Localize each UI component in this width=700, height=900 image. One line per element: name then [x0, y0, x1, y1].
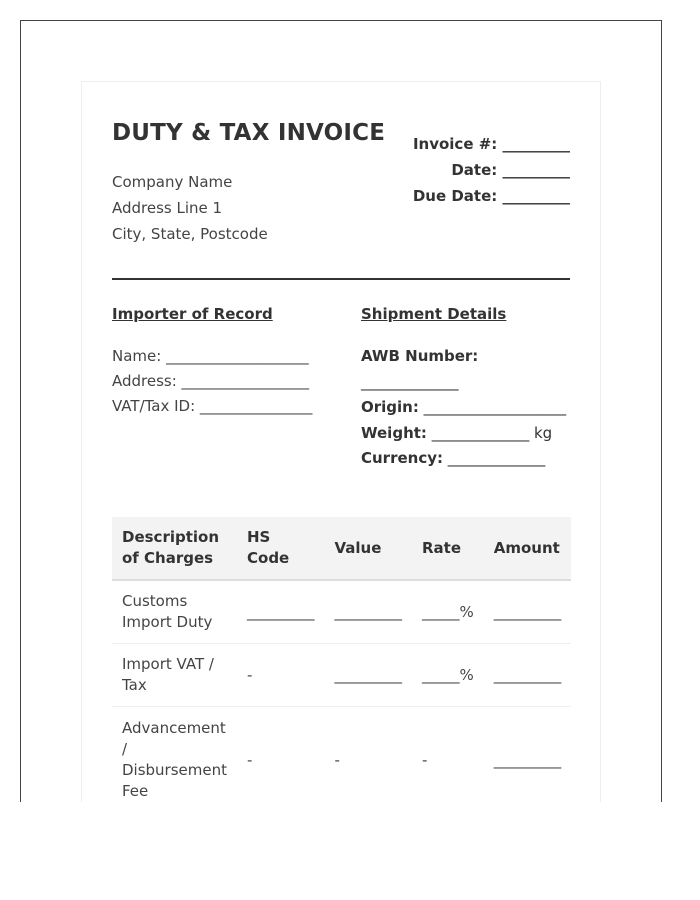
charges-table [112, 517, 571, 802]
invoice-title: DUTY & TAX INVOICE [112, 120, 386, 146]
header-description [112, 517, 237, 580]
header-amount: Amount [484, 517, 572, 580]
row-hs-code: _________ [237, 580, 325, 644]
importer-address-field: Address: _________________ [112, 372, 310, 390]
company-address-line-1: Address Line 1 [112, 199, 223, 217]
weight-field [361, 421, 576, 447]
row-amount: _________ [493, 750, 562, 769]
header-description-line-1: Description [122, 528, 220, 546]
invoice-sheet [81, 81, 601, 802]
weight-blank: _____________ kg [431, 423, 553, 442]
page-frame [20, 20, 662, 802]
currency-blank: _____________ [447, 449, 546, 467]
row-description-line: Tax [122, 676, 147, 694]
origin-blank: ___________________ [423, 398, 567, 416]
row-description-line: / [122, 740, 128, 758]
origin-label: Origin: [361, 398, 419, 416]
awb-number-blank: _____________ [361, 372, 459, 391]
weight-label: Weight: [361, 423, 427, 442]
row-amount: _________ [484, 644, 572, 707]
header-hs-code: HS Code [237, 517, 325, 580]
origin-field [361, 395, 576, 421]
row-description [112, 644, 237, 707]
header-rate: Rate [412, 517, 484, 580]
table-row [112, 707, 571, 803]
shipment-heading: Shipment Details [361, 305, 507, 323]
header-description-line-2: of Charges [122, 549, 214, 567]
importer-name-field: Name: ___________________ [112, 347, 309, 365]
company-block [112, 169, 268, 247]
table-header-row [112, 517, 571, 580]
header-value: Value [325, 517, 413, 580]
row-hs-code: - [237, 644, 325, 707]
row-amount: _________ [484, 580, 572, 644]
invoice-due-date-field: Due Date: _________ [412, 187, 570, 205]
row-description-line: Import Duty [122, 613, 213, 631]
company-name: Company Name [112, 173, 233, 191]
row-description-line: Fee [122, 782, 149, 800]
currency-label: Currency: [361, 449, 444, 467]
row-hs-code: - [247, 750, 253, 769]
importer-block [112, 344, 330, 419]
row-description [112, 580, 237, 644]
company-address-line-2: City, State, Postcode [112, 225, 268, 243]
importer-heading: Importer of Record [112, 305, 273, 323]
header-divider [112, 278, 570, 280]
importer-vat-field: VAT/Tax ID: _______________ [112, 397, 313, 415]
row-description-line: Import VAT / [122, 655, 214, 673]
row-description-line: Disbursement [122, 761, 227, 779]
invoice-number-field: Invoice #: _________ [412, 135, 570, 153]
row-description [112, 707, 237, 803]
table-row [112, 644, 571, 707]
invoice-date-field: Date: _________ [451, 161, 570, 179]
row-description-line: Customs [122, 592, 188, 610]
row-rate: _____% [412, 644, 484, 707]
row-value: _________ [325, 644, 413, 707]
awb-label: AWB Number: [361, 347, 479, 365]
row-value: - [334, 750, 340, 769]
currency-field [361, 446, 576, 472]
row-rate: - [422, 750, 428, 769]
row-description-line: Advancement [122, 719, 226, 737]
invoice-meta [413, 131, 570, 209]
row-rate: _____% [412, 580, 484, 644]
row-value: _________ [325, 580, 413, 644]
awb-number-label [361, 344, 576, 370]
table-row [112, 580, 571, 644]
shipment-block [361, 344, 576, 472]
